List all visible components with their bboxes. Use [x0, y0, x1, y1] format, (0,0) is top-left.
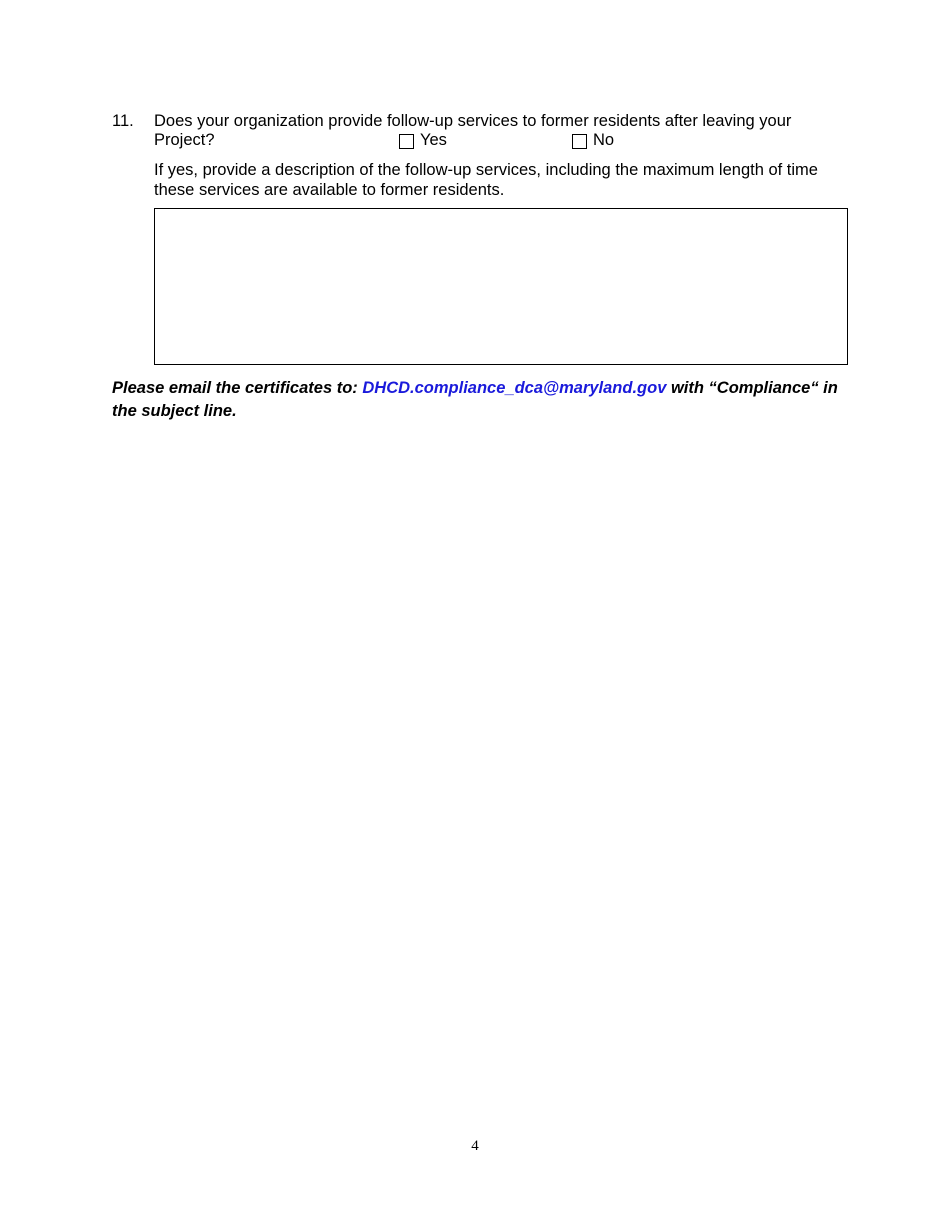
email-instruction-suffix: with “Compliance“ in the subject line. — [112, 379, 838, 420]
no-checkbox[interactable] — [572, 134, 587, 149]
yes-option[interactable] — [399, 131, 447, 150]
yes-label: Yes — [420, 131, 447, 149]
no-option[interactable] — [572, 131, 614, 150]
email-instruction-prefix: Please email the certificates to: — [112, 379, 363, 397]
followup-prompt: If yes, provide a description of the follow-up services, including the maximum length of time these services are available to former residents. — [154, 161, 818, 199]
followup-description-field[interactable] — [154, 208, 848, 365]
page-number: 4 — [471, 1138, 479, 1154]
question-text: Does your organization provide follow-up services to former residents after leaving your — [154, 112, 792, 130]
email-link[interactable]: DHCD.compliance_dca@maryland.gov — [362, 379, 667, 397]
no-label: No — [593, 131, 615, 149]
question-text-continued: Project? — [154, 131, 215, 149]
question-line-2 — [154, 131, 854, 151]
email-instruction — [112, 377, 857, 422]
question-number: 11. — [112, 112, 134, 130]
yes-checkbox[interactable] — [399, 134, 414, 149]
